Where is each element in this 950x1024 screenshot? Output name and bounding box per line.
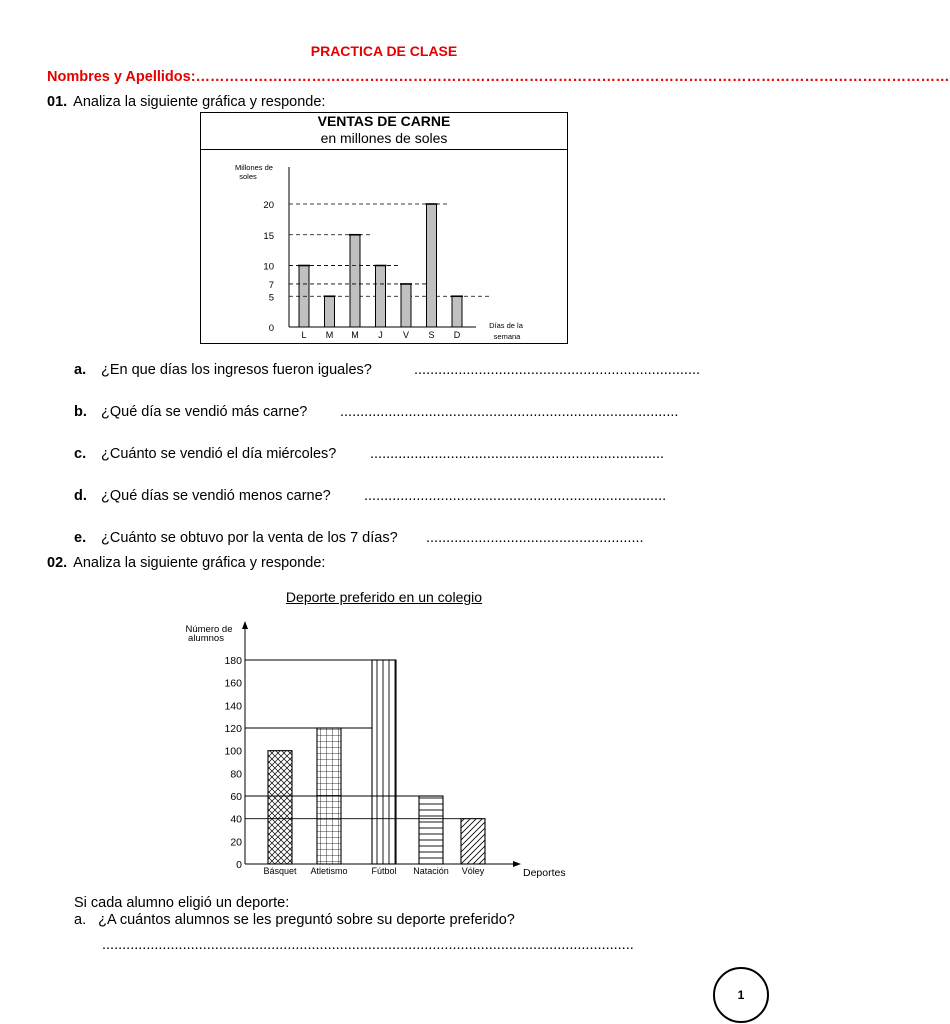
chart-1-y-tick-label: 20 bbox=[263, 200, 274, 211]
chart-2-y-tick-label: 60 bbox=[230, 791, 242, 803]
names-field: Nombres y Apellidos:………………………………………………………………………………………………………………………………………… bbox=[47, 69, 950, 85]
question-1-item-letter: e. bbox=[74, 530, 87, 546]
chart-2-x-tick-label: Fútbol bbox=[371, 866, 397, 876]
chart-1-x-tick-label: L bbox=[301, 330, 307, 340]
question-2-sub-a bbox=[74, 912, 515, 928]
answer-blank: .................................................................................... bbox=[340, 404, 679, 420]
question-1-prompt bbox=[47, 94, 325, 110]
question-2-number: 02. bbox=[47, 555, 68, 571]
chart-2-y-label: Número de alumnos bbox=[185, 624, 233, 644]
chart-1-subtitle: en millones de soles bbox=[320, 130, 448, 146]
chart-2-y-tick-label: 40 bbox=[230, 813, 242, 826]
answer-blank: ........................................................................... bbox=[364, 488, 667, 504]
chart-1-x-label: Días de la semana bbox=[489, 321, 523, 341]
question-1-item bbox=[74, 446, 665, 466]
chart-ventas-carne bbox=[200, 112, 568, 344]
question-1-item-text: ¿En que días los ingresos fueron iguales? bbox=[101, 362, 372, 378]
chart-1-bar bbox=[401, 284, 411, 327]
question-1-item bbox=[74, 404, 679, 424]
chart-1-x-tick-label: V bbox=[402, 330, 410, 340]
chart-1-y-tick-label: 10 bbox=[263, 261, 274, 273]
chart-1-y-tick-label: 0 bbox=[268, 323, 274, 334]
chart-1-bar bbox=[350, 235, 360, 327]
chart-2-x-tick-label: Natación bbox=[413, 866, 449, 876]
chart-1-plot bbox=[201, 150, 567, 343]
question-1-item bbox=[74, 488, 667, 508]
question-1-item-letter: c. bbox=[74, 446, 87, 462]
chart-1-x-tick-label: M bbox=[325, 330, 334, 340]
question-2-sub-a-letter: a. bbox=[74, 912, 87, 928]
chart-deporte-preferido bbox=[170, 615, 570, 885]
question-1-item-text: ¿Cuánto se vendió el día miércoles? bbox=[101, 446, 337, 462]
question-1-text: Analiza la siguiente gráfica y responde: bbox=[73, 94, 326, 110]
question-1-item bbox=[74, 530, 654, 550]
chart-2-bar bbox=[461, 819, 485, 864]
chart-1-y-tick-label: 7 bbox=[268, 279, 274, 291]
question-1-item-letter: d. bbox=[74, 488, 87, 504]
chart-2-x-axis-arrow bbox=[513, 861, 521, 867]
chart-2-y-tick-label: 0 bbox=[236, 859, 242, 871]
chart-1-title: VENTAS DE CARNE bbox=[317, 113, 451, 129]
chart-1-x-tick-label: J bbox=[378, 330, 383, 340]
chart-2-y-tick-label: 20 bbox=[230, 836, 242, 849]
question-1-item-text: ¿Cuánto se obtuvo por la venta de los 7 días? bbox=[101, 530, 398, 546]
chart-1-x-tick-label: M bbox=[351, 330, 359, 340]
question-2-text: Analiza la siguiente gráfica y responde: bbox=[73, 555, 326, 571]
answer-blank: ....................................................................... bbox=[414, 362, 701, 378]
chart-1-y-tick-label: 15 bbox=[263, 230, 274, 242]
question-2-sub-a-text: ¿A cuántos alumnos se les preguntó sobre su deporte preferido? bbox=[98, 912, 515, 928]
answer-blank: ......................................................................... bbox=[370, 446, 665, 462]
chart-1-bar bbox=[325, 296, 335, 327]
chart-1-y-label: Millones de soles bbox=[235, 163, 273, 181]
chart-2-bar bbox=[268, 751, 292, 864]
question-2-followup: Si cada alumno eligió un deporte: bbox=[74, 895, 290, 911]
question-2-sub-a-blank: .................................................................................................................................... bbox=[102, 937, 634, 953]
answer-blank: ...................................................... bbox=[426, 530, 644, 546]
chart-1-bar bbox=[452, 296, 462, 327]
page-title: PRACTICA DE CLASE bbox=[310, 43, 458, 59]
chart-1-bar bbox=[427, 204, 437, 327]
chart-2-y-tick-label: 120 bbox=[224, 723, 242, 735]
chart-2-bar bbox=[372, 660, 396, 864]
chart-2-y-tick-label: 180 bbox=[224, 655, 242, 667]
chart-2-x-tick-label: Atletismo bbox=[310, 866, 348, 876]
chart-1-y-tick-label: 5 bbox=[268, 292, 274, 304]
chart-2-y-axis-arrow bbox=[242, 621, 248, 629]
question-1-item-text: ¿Qué días se vendió menos carne? bbox=[101, 488, 331, 504]
chart-2-title: Deporte preferido en un colegio bbox=[285, 589, 483, 605]
chart-2-y-tick-label: 80 bbox=[230, 768, 242, 781]
chart-1-x-tick-label: S bbox=[428, 330, 435, 340]
page-number-badge: 1 bbox=[713, 967, 769, 1023]
chart-2-y-tick-label: 160 bbox=[224, 677, 242, 690]
question-2-prompt bbox=[47, 555, 325, 571]
question-1-item bbox=[74, 362, 701, 382]
chart-2-y-tick-label: 100 bbox=[224, 745, 242, 758]
question-1-item-text: ¿Qué día se vendió más carne? bbox=[101, 404, 308, 420]
chart-2-x-tick-label: Básquet bbox=[263, 866, 297, 876]
question-1-number: 01. bbox=[47, 94, 68, 110]
question-1-item-letter: a. bbox=[74, 362, 87, 378]
chart-2-bar bbox=[419, 796, 443, 864]
chart-2-x-label: Deportes bbox=[523, 867, 566, 879]
chart-2-x-tick-label: Vóley bbox=[461, 866, 485, 876]
question-1-item-letter: b. bbox=[74, 404, 87, 420]
chart-1-x-tick-label: D bbox=[453, 330, 461, 340]
chart-1-bar bbox=[376, 266, 386, 328]
chart-2-y-tick-label: 140 bbox=[224, 700, 242, 713]
